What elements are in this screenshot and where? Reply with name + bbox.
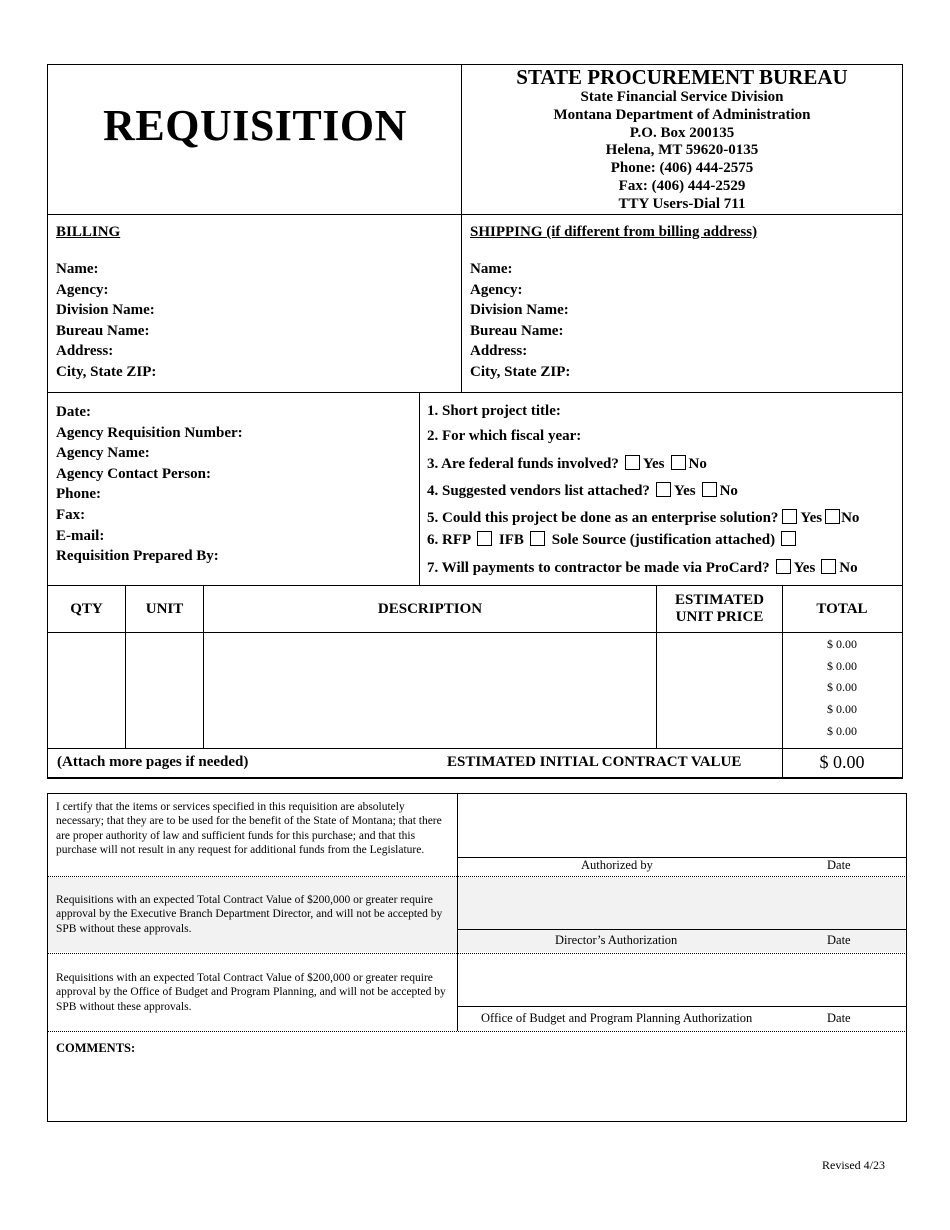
po-box-line: P.O. Box 200135 [629, 124, 735, 141]
shipping-name-field[interactable]: Name: [470, 261, 513, 277]
bureau-name: STATE PROCUREMENT BUREAU [516, 65, 848, 89]
q4-yes-label: Yes [673, 483, 696, 499]
phone-line: Phone: (406) 444-2575 [610, 160, 754, 177]
approval-row-rule-2 [47, 953, 907, 954]
approval-row-rule-3 [47, 1031, 907, 1032]
line-total-1: $ 0.00 [827, 637, 857, 651]
billing-bureau-field[interactable]: Bureau Name: [56, 322, 150, 339]
billing-address-field[interactable]: Address: [56, 343, 114, 360]
q4-no-checkbox[interactable] [702, 482, 717, 497]
q3-no-label: No [688, 456, 707, 472]
question-3-label: 3. Are federal funds involved? [427, 456, 619, 472]
billing-division-field[interactable]: Division Name: [56, 302, 155, 319]
billing-name-field[interactable]: Name: [56, 261, 99, 277]
q5-yes-label: Yes [800, 510, 823, 526]
question-5-label: 5. Could this project be done as an enterprise solution? [427, 510, 779, 526]
certification-text: I certify that the items or services specified in this requisition are absolutely necessary; that they are to be used for the benefit of the State of Montana; that there are proper authority of law and sufficient funds for this purchase; and that this purchase will not result in any request for additional funds from the Legislature. [56, 801, 442, 856]
q6-sole-source-label: Sole Source (justification attached) [551, 532, 776, 548]
q7-no-label: No [839, 560, 858, 576]
q6-ifb-label: IFB [498, 532, 524, 548]
billing-agency-field[interactable]: Agency: [56, 281, 109, 298]
city-line: Helena, MT 59620-0135 [605, 142, 759, 159]
q5-yes-checkbox[interactable] [782, 509, 797, 524]
unit-price-header-line1: ESTIMATED [675, 592, 764, 608]
sole-source-checkbox[interactable] [781, 531, 796, 546]
fax-field[interactable]: Fax: [56, 506, 86, 523]
q7-yes-label: Yes [793, 560, 816, 576]
line-total-2: $ 0.00 [827, 659, 857, 673]
shipping-address-field[interactable]: Address: [470, 343, 528, 360]
question-2[interactable] [427, 428, 581, 445]
description-header: DESCRIPTION [377, 600, 483, 617]
q5-no-label: No [841, 510, 860, 526]
table-body-rule [47, 748, 903, 749]
shipping-division-field[interactable]: Division Name: [470, 302, 569, 319]
ifb-checkbox[interactable] [530, 531, 545, 546]
obpp-sig-line [457, 1006, 907, 1007]
shipping-city-field[interactable]: City, State ZIP: [470, 363, 571, 380]
question-7 [427, 559, 858, 577]
billing-heading: BILLING [56, 224, 121, 240]
requisition-number-field[interactable]: Agency Requisition Number: [56, 424, 243, 441]
unit-price-header [657, 586, 782, 632]
q4-yes-checkbox[interactable] [656, 482, 671, 497]
division-line: State Financial Service Division [580, 89, 784, 105]
obpp-requirement-text: Requisitions with an expected Total Contract Value of $200,000 or greater require approval by the Office of Budget and Program Planning, and will not be accepted by SPB without these approvals. [56, 972, 446, 1013]
requisition-info-fields [56, 402, 243, 567]
billing-fields [56, 259, 156, 383]
approval-row-rule-1 [47, 876, 907, 877]
q6-rfp-label: 6. RFP [427, 532, 472, 548]
qty-header: QTY [70, 600, 103, 617]
approvals-divider [457, 793, 458, 1031]
question-5 [427, 509, 859, 527]
director-date-label[interactable]: Date [827, 933, 851, 947]
q7-yes-checkbox[interactable] [776, 559, 791, 574]
total-header: TOTAL [816, 600, 868, 617]
phone-field[interactable]: Phone: [56, 486, 101, 503]
obpp-date-label[interactable]: Date [827, 1011, 851, 1025]
comments-label[interactable]: COMMENTS: [56, 1041, 136, 1055]
revised-note: Revised 4/23 [822, 1158, 885, 1172]
agency-name-field[interactable]: Agency Name: [56, 445, 150, 462]
contract-value-label: ESTIMATED INITIAL CONTRACT VALUE [447, 754, 742, 770]
attach-note: (Attach more pages if needed) [57, 754, 249, 770]
director-authorization-label[interactable]: Director’s Authorization [555, 933, 678, 947]
unit-price-header-line2: UNIT PRICE [675, 609, 764, 625]
department-line: Montana Department of Administration [553, 106, 811, 123]
question-3 [427, 455, 707, 473]
q3-yes-label: Yes [642, 456, 665, 472]
q3-no-checkbox[interactable] [671, 455, 686, 470]
unit-header: UNIT [145, 600, 184, 617]
info-divider [419, 392, 420, 586]
shipping-agency-field[interactable]: Agency: [470, 281, 523, 298]
date-field[interactable]: Date: [56, 404, 91, 420]
question-6 [427, 531, 799, 549]
question-7-label: 7. Will payments to contractor be made via ProCard? [427, 560, 770, 576]
question-1[interactable] [427, 403, 561, 420]
question-4 [427, 482, 738, 500]
tty-line: TTY Users-Dial 711 [618, 195, 746, 212]
table-bottom-rule [47, 777, 903, 779]
question-1-label: 1. Short project title: [427, 403, 561, 419]
email-field[interactable]: E-mail: [56, 527, 105, 544]
agency-header [462, 65, 902, 214]
q7-no-checkbox[interactable] [821, 559, 836, 574]
rfp-checkbox[interactable] [477, 531, 492, 546]
address-bottom-rule [47, 392, 903, 393]
header-bottom-rule [47, 214, 903, 215]
fax-line: Fax: (406) 444-2529 [618, 177, 746, 194]
q3-yes-checkbox[interactable] [625, 455, 640, 470]
director-requirement-text: Requisitions with an expected Total Contract Value of $200,000 or greater require approval by the Executive Branch Department Director, and will not be accepted by SPB without these approvals. [56, 894, 443, 935]
billing-city-field[interactable]: City, State ZIP: [56, 363, 157, 380]
q5-no-checkbox[interactable] [825, 509, 840, 524]
line-total-5: $ 0.00 [827, 724, 857, 738]
question-4-label: 4. Suggested vendors list attached? [427, 483, 650, 499]
contact-person-field[interactable]: Agency Contact Person: [56, 465, 211, 482]
shipping-fields [470, 259, 570, 383]
director-sig-line [457, 929, 907, 930]
table-header-rule [47, 632, 903, 633]
authorized-by-label[interactable]: Authorized by [581, 858, 653, 872]
line-total-4: $ 0.00 [827, 702, 857, 716]
authorized-date-label[interactable]: Date [827, 858, 851, 872]
line-total-3: $ 0.00 [827, 680, 857, 694]
shipping-bureau-field[interactable]: Bureau Name: [470, 322, 564, 339]
shipping-heading: SHIPPING (if different from billing address) [470, 224, 758, 240]
obpp-authorization-label[interactable]: Office of Budget and Program Planning Authorization [481, 1011, 753, 1025]
prepared-by-field[interactable]: Requisition Prepared By: [56, 548, 219, 565]
form-title: REQUISITION [103, 101, 407, 150]
contract-value: $ 0.00 [819, 752, 865, 772]
q4-no-label: No [719, 483, 738, 499]
question-2-label: 2. For which fiscal year: [427, 428, 582, 444]
